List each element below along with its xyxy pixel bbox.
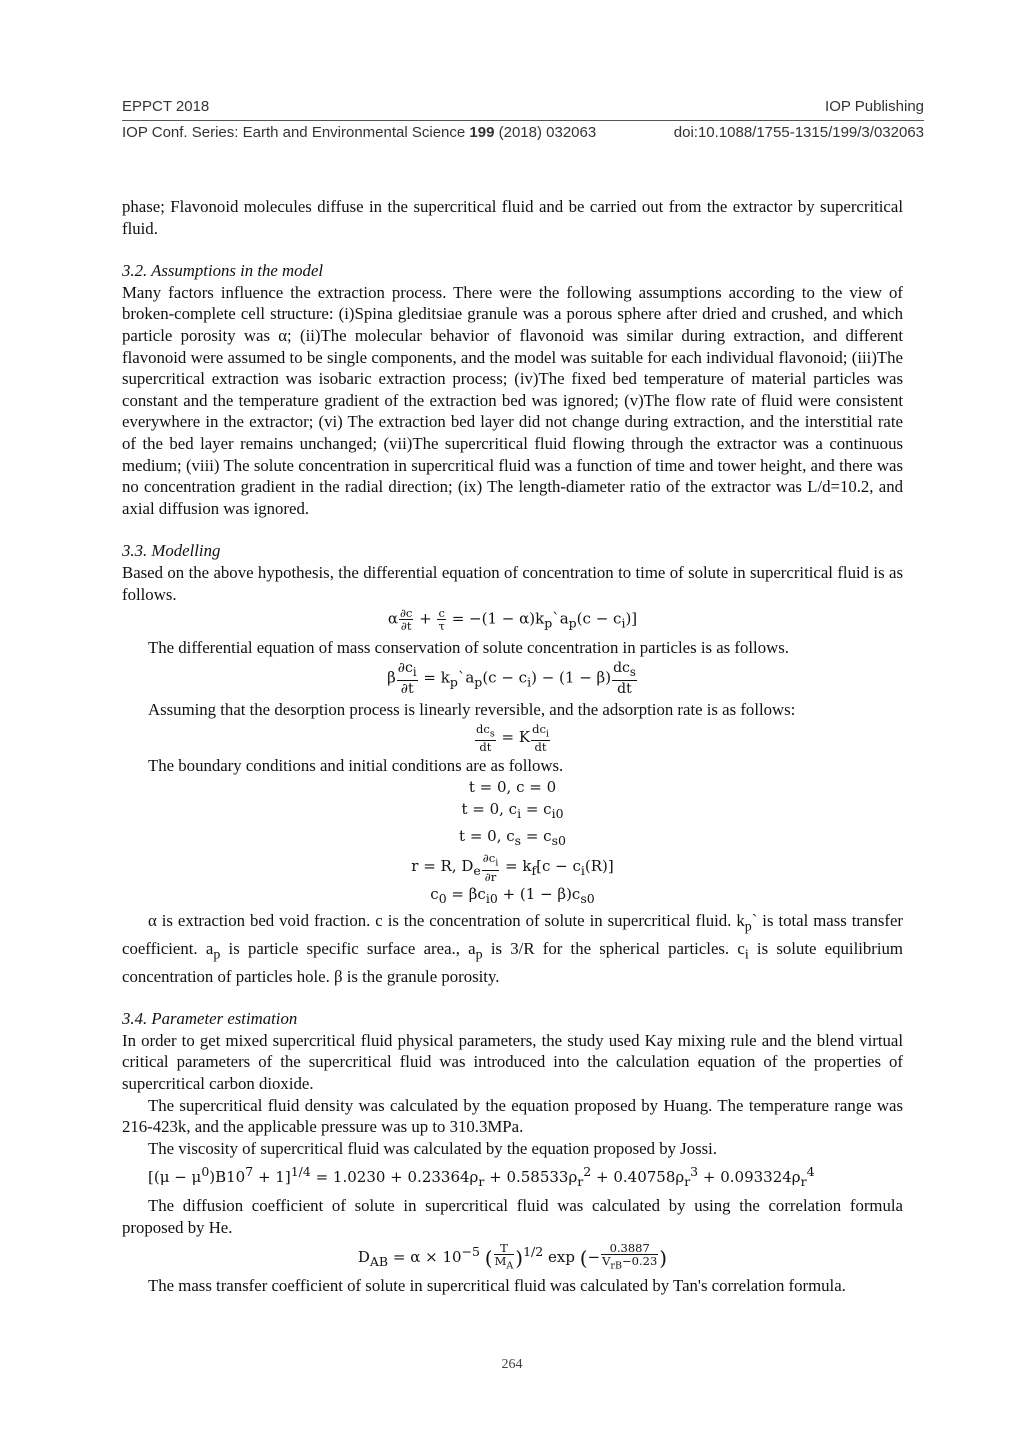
conference-name: EPPCT 2018 <box>122 98 210 115</box>
density-paragraph: The supercritical fluid density was calculated by the equation proposed by Huang. The temperature range was 216-423k, and the applicable pressure was up to 310.3MPa. <box>122 1095 903 1137</box>
mass-transfer-paragraph: The mass transfer coefficient of solute in supercritical fluid was calculated by Tan's correlation formula. <box>148 1275 846 1295</box>
article-body <box>122 196 903 1296</box>
equation-adsorption-rate: $\frac{dc_s}{dt}$ = K $\frac{dc_i}{dt}$ <box>476 721 549 754</box>
section-heading-modelling: 3.3. Modelling <box>122 541 221 561</box>
boundary-condition-3: t = 0, $c_s = c_{s0}$ <box>459 827 566 849</box>
header-rule <box>122 120 924 121</box>
diffusion-paragraph: The diffusion coefficient of solute in supercritical fluid was calculated by using the correlation formula proposed by He. <box>122 1196 903 1238</box>
estimation-paragraph: In order to get mixed supercritical fluid physical parameters, the study used Kay mixing rule and the blend virtual critical parameters of the supercritical fluid was introduced into the calculation equation of the properties of supercritical carbon dioxide. <box>122 1030 903 1094</box>
assumptions-paragraph: Many factors influence the extraction process. There were the following assumptions according to the view of broken-complete cell structure: (i)Spina gleditsiae granule was a porous sphere after dried and crushed, and which particle porosity was α; (ii)The molecular behavior of flavonoid was similar during extraction, and different flavonoid were assumed to be single components, and the model was suitable for each individual flavonoid; (iii)The supercritical extraction was isobaric extraction process; (iv)The fixed bed temperature of material particles was constant and the temperature gradient of the extraction bed was ignored; (v)The flow rate of fluid were consistent everywhere in the extractor; (vi) The extraction bed layer did not change during extraction, and the interstitial rate of the bed layer remains unchanged; (vii)The supercritical fluid flowing through the extractor was a continuous medium; (viii) The solute concentration in supercritical fluid was a function of time and tower height, and there was no concentration gradient in the radial direction; (ix) The length-diameter ratio of the extractor was L/d=10.2, and axial diffusion was ignored. <box>122 282 903 518</box>
section-heading-parameter-estimation: 3.4. Parameter estimation <box>122 1009 298 1029</box>
publisher-name: IOP Publishing <box>825 98 924 115</box>
modelling-paragraph: Based on the above hypothesis, the differential equation of concentration to time of solute in supercritical fluid is as follows. <box>122 562 903 604</box>
boundary-condition-4: r = R, $D_e$ $\frac{\partial c_i}{\partial r}$ = $k_f[c - c_i(R)]$ <box>411 851 614 884</box>
boundary-condition-5: $c_0 = \beta c_{i0} + (1 - \beta)c_{s0}$ <box>430 884 595 906</box>
equation-fluid-concentration: α $\frac{\partial c}{\partial t}$ + $\frac{c}{\tau}$ = $-(1 - \alpha)k_p`a_p(c - c_i)$] <box>387 606 638 634</box>
volume-number: 199 <box>469 124 495 141</box>
boundary-condition-1: t = 0, c = 0 <box>468 778 557 797</box>
section-heading-assumptions: 3.2. Assumptions in the model <box>122 261 324 281</box>
boundary-condition-2: t = 0, $c_i = c_{i0}$ <box>461 800 564 822</box>
series-info: IOP Conf. Series: Earth and Environmental Science 199 (2018) 032063 <box>122 124 597 141</box>
page-number: 264 <box>501 1357 523 1372</box>
desorption-paragraph: Assuming that the desorption process is linearly reversible, and the adsorption rate is as follows: <box>148 699 796 719</box>
equation-particle-concentration: β $\frac{\partial c_i}{\partial t}$ = $k_p`a_p(c - c_i) - (1 - \beta)$ $\frac{dc_s}{dt}$ <box>387 660 636 697</box>
symbol-definitions: α is extraction bed void fraction. c is the concentration of solute in supercritical fluid. $k_p`$ is total mass transfer coefficient. $a_p$ is particle specific surface area., $a_p$ is 3/R for the spherical particles. $c_i$ is solute equilibrium concentration of particles hole. β is the granule porosity. <box>122 910 903 986</box>
mass-conservation-paragraph: The differential equation of mass conservation of solute concentration in particles is as follows. <box>148 637 789 657</box>
viscosity-paragraph: The viscosity of supercritical fluid was calculated by the equation proposed by Jossi. <box>148 1138 718 1158</box>
equation-diffusion-coefficient: $D_{AB} = \alpha \times 10^{-5}$ ( $\frac{T}{M_A}$ )$^{1/2}$ exp (− $\frac{0.3887}{V_{rB}-0.23}$ ) <box>357 1241 668 1272</box>
doi: doi:10.1088/1755-1315/199/3/032063 <box>673 124 924 141</box>
boundary-paragraph: The boundary conditions and initial conditions are as follows. <box>148 755 564 775</box>
intro-paragraph: phase; Flavonoid molecules diffuse in the supercritical fluid and be carried out from the extractor by supercritical fluid. <box>122 197 903 238</box>
equation-viscosity: $[(\mu - \mu^0)B10^7 + 1]^{1/4} = 1.0230 + 0.23364\rho_r + 0.58533\rho_r^2 + 0.40758\rho_r^3 + 0.093324\rho_r^4$ <box>148 1164 815 1190</box>
